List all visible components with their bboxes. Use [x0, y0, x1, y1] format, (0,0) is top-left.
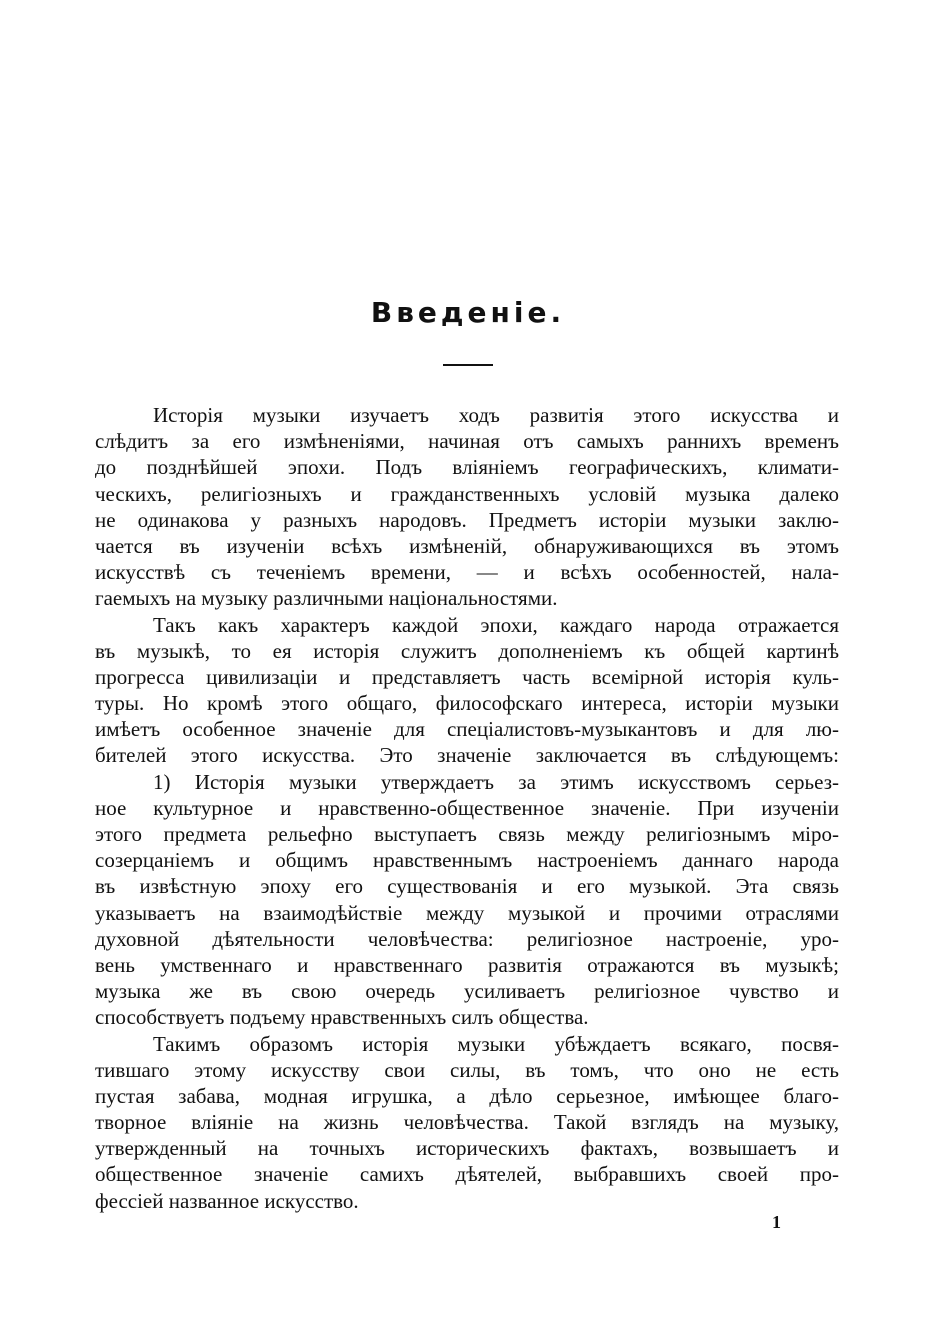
- paragraph-2-line-1: Такъ какъ характеръ каждой эпохи, каждаго народа отражается: [153, 612, 839, 637]
- paragraph-4-line-2: тившаго этому искусству свои силы, въ томъ, что оно не есть: [95, 1057, 839, 1082]
- paragraph-2-line-5: имѣетъ особенное значеніе для спеціалистовъ-музыкантовъ и для лю-: [95, 717, 839, 742]
- paragraph-1-line-8: гаемыхъ на музыку различными національностями.: [95, 586, 558, 611]
- paragraph-4-line-3: пустая забава, модная игрушка, а дѣло серьезное, имѣющее благо-: [95, 1083, 839, 1108]
- paragraph-3-line-5: въ извѣстную эпоху его существованія и его музыкой. Эта связь: [95, 874, 839, 899]
- paragraph-1-line-2: слѣдитъ за его измѣненіями, начиная отъ самыхъ раннихъ временъ: [95, 429, 839, 454]
- paragraph-3-line-4: созерцаніемъ и общимъ нравственнымъ настроеніемъ даннаго народа: [95, 848, 839, 873]
- paragraph-4-line-1: Такимъ образомъ исторія музыки убѣждаетъ всякаго, посвя-: [153, 1031, 839, 1056]
- title-divider: [443, 364, 493, 366]
- paragraph-1-line-5: не одинакова у разныхъ народовъ. Предметъ исторіи музыки заклю-: [95, 507, 839, 532]
- paragraph-2-line-6: бителей этого искусства. Это значеніе заключается въ слѣдующемъ:: [95, 743, 839, 768]
- paragraph-1-line-1: Исторія музыки изучаетъ ходъ развитія этого искусства и: [153, 403, 839, 427]
- paragraph-1-line-7: искусствѣ съ теченіемъ времени, — и всѣхъ особенностей, нала-: [95, 560, 839, 585]
- paragraph-3-line-7: духовной дѣятельности человѣчества: религіозное настроеніе, уро-: [95, 926, 839, 951]
- paragraph-3-line-6: указываетъ на взаимодѣйствіе между музыкой и прочими отраслями: [95, 900, 839, 925]
- paragraph-2-line-3: прогресса цивилизаціи и представляетъ часть всемірной исторія куль-: [95, 664, 839, 689]
- page-title: Введеніе.: [370, 296, 566, 329]
- paragraph-3-line-3: этого предмета рельефно выступаетъ связь между религіознымъ міро-: [95, 822, 839, 846]
- paragraph-4-line-5: утвержденный на точныхъ историческихъ фактахъ, возвышаетъ и: [95, 1136, 839, 1161]
- paragraph-4-line-4: творное вліяніе на жизнь человѣчества. Такой взглядъ на музыку,: [95, 1110, 839, 1135]
- paragraph-3-line-2: ное культурное и нравственно-общественное значеніе. При изученіи: [95, 795, 839, 820]
- paragraph-3-line-1: 1) Исторія музыки утверждаетъ за этимъ искусствомъ серьез-: [153, 769, 839, 794]
- paragraph-3-line-8: вень умственнаго и нравственнаго развитія отражаются въ музыкѣ;: [95, 952, 839, 977]
- paragraph-2-line-2: въ музыкѣ, то ея исторія служитъ дополненіемъ къ общей картинѣ: [95, 638, 839, 663]
- paragraph-1-line-6: чается въ изученіи всѣхъ измѣненій, обнаруживающихся въ этомъ: [95, 533, 839, 558]
- paragraph-1-line-4: ческихъ, религіозныхъ и гражданственныхъ условій музыка далеко: [95, 481, 839, 506]
- paragraph-4-line-6: общественное значеніе самихъ дѣятелей, выбравшихъ своей про-: [95, 1162, 839, 1187]
- page-number: 1: [772, 1212, 781, 1232]
- paragraph-3-line-9: музыка же въ свою очередь усиливаетъ религіозное чувство и: [95, 979, 839, 1004]
- paragraph-1-line-3: до позднѣйшей эпохи. Подъ вліяніемъ географическихъ, климати-: [95, 455, 839, 480]
- paragraph-2-line-4: туры. Но кромѣ этого общаго, философскаго интереса, исторіи музыки: [95, 691, 839, 716]
- body-text: [95, 402, 839, 1214]
- paragraph-3-line-10: способствуетъ подъему нравственныхъ силъ общества.: [95, 1005, 589, 1030]
- paragraph-4-line-7: фессіей названное искусство.: [95, 1188, 359, 1213]
